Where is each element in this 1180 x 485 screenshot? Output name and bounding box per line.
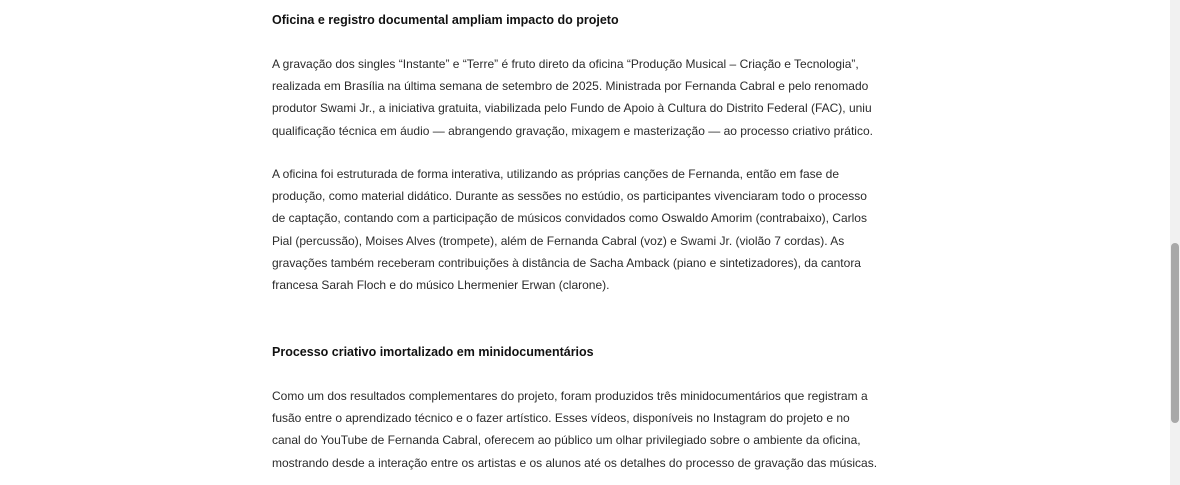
text-line: fusão entre o aprendizado técnico e o fazer artístico. Esses vídeos, disponíveis no Instagram do projeto e no bbox=[272, 411, 850, 426]
text-line: A oficina foi estruturada de forma interativa, utilizando as próprias canções de Fernanda, então em fase de bbox=[272, 167, 839, 181]
text-line: gravações também receberam contribuições à distância de Sacha Amback (piano e sintetizadores), da cantora bbox=[272, 255, 861, 270]
paragraph-minidocumentarios bbox=[272, 385, 897, 474]
text-line: realizada em Brasília na última semana de setembro de 2025. Ministrada por Fernanda Cabral e pelo renomado bbox=[272, 79, 869, 94]
section-heading-oficina: Oficina e registro documental ampliam impacto do projeto bbox=[272, 13, 619, 27]
text-line: produtor Swami Jr., a iniciativa gratuita, viabilizada pelo Fundo de Apoio à Cultura do Distrito Federal (FAC), uniu bbox=[272, 101, 872, 116]
text-line: francesa Sarah Floch e do músico Lhermenier Erwan (clarone). bbox=[272, 278, 610, 293]
text-line: canal do YouTube de Fernanda Cabral, oferecem ao público um olhar privilegiado sobre o ambiente da oficina, bbox=[272, 433, 861, 448]
paragraph-oficina-estrutura bbox=[272, 163, 897, 296]
scrollbar-thumb[interactable] bbox=[1171, 243, 1179, 423]
text-line: produção, como material didático. Durante as sessões no estúdio, os participantes vivenciaram todo o processo bbox=[272, 189, 867, 204]
vertical-scrollbar[interactable] bbox=[1170, 0, 1180, 485]
paragraph-gravacao-singles bbox=[272, 53, 897, 142]
text-line: de captação, contando com a participação de músicos convidados como Oswaldo Amorim (contrabaixo), Carlos bbox=[272, 211, 867, 226]
text-line: qualificação técnica em áudio — abrangendo gravação, mixagem e masterização — ao processo criativo prático. bbox=[272, 123, 873, 138]
text-line: A gravação dos singles “Instante” e “Terre” é fruto direto da oficina “Produção Musical – Criação e Tecnologia”, bbox=[272, 57, 859, 71]
text-line: mostrando desde a interação entre os artistas e os alunos até os detalhes do processo de gravação das músicas. bbox=[272, 455, 878, 470]
text-line: Como um dos resultados complementares do projeto, foram produzidos três minidocumentários que registram a bbox=[272, 389, 868, 403]
text-line: Pial (percussão), Moises Alves (trompete), além de Fernanda Cabral (voz) e Swami Jr. (violão 7 cordas). As bbox=[272, 233, 845, 248]
section-heading-processo-criativo: Processo criativo imortalizado em minidocumentários bbox=[272, 345, 594, 359]
